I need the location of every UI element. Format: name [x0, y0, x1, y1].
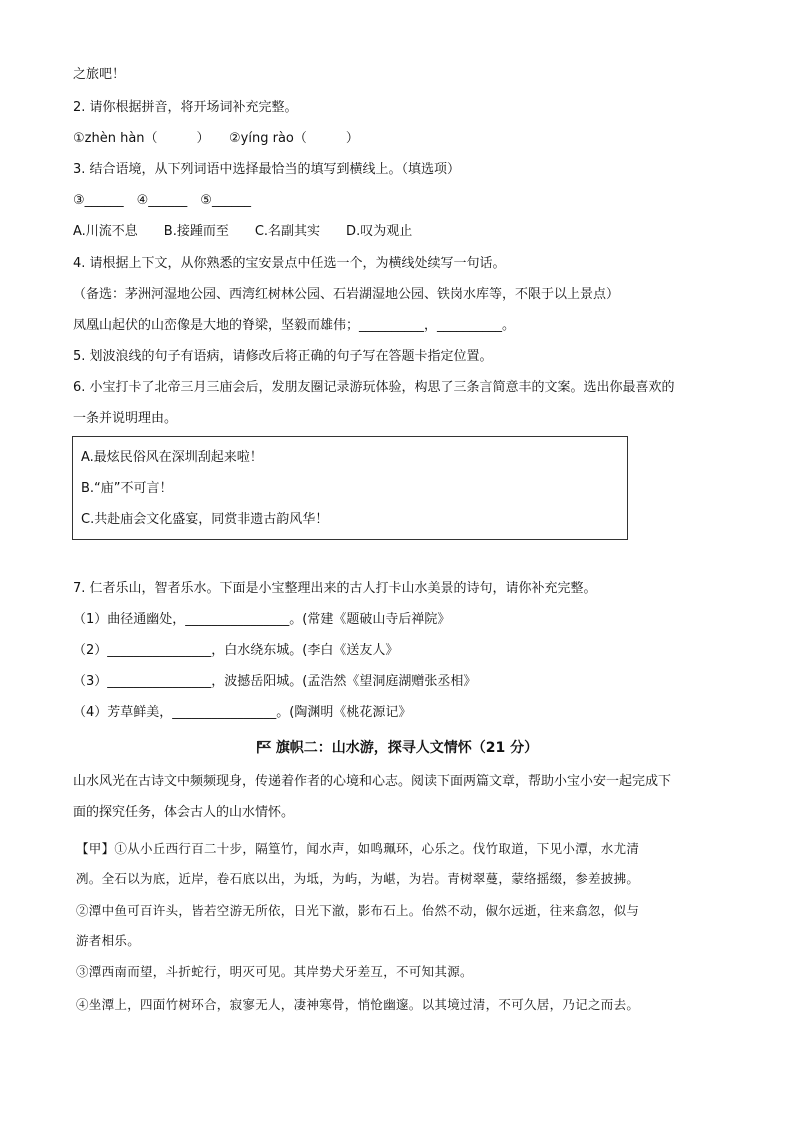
question-3: 3. 结合语境，从下列词语中选择最恰当的填写到横线上。（填选项）	[73, 162, 461, 177]
section-heading	[0, 738, 794, 758]
intro-line-1: 山水风光在古诗文中频频现身，传递着作者的心境和心志。阅读下面两篇文章，帮助小宝小安一起完成下	[73, 774, 672, 789]
passage-line: ③潭西南而望，斗折蛇行，明灭可见。其岸势犬牙差互，不可知其源。	[76, 964, 473, 979]
section-title: 旗帜二：山水游，探寻人文情怀（21 分）	[275, 740, 539, 756]
word-choices: A.川流不息 B.接踵而至 C.名副其实 D.叹为观止	[73, 224, 413, 239]
poem-line-2: （2）________________，白水绕东城。(李白《送友人》	[73, 643, 399, 658]
text-line: 之旅吧！	[73, 67, 126, 82]
question-4: 4. 请根据上下文，从你熟悉的宝安景点中任选一个，为横线处续写一句话。	[73, 256, 506, 271]
poem-line-4: （4）芳草鲜美，________________。(陶渊明《桃花源记》	[73, 705, 412, 720]
copy-options-box	[72, 436, 628, 540]
question-5: 5. 划波浪线的句子有语病，请修改后将正确的句子写在答题卡指定位置。	[73, 349, 493, 364]
poem-line-1: （1）曲径通幽处，________________。(常建《题破山寺后禅院》	[73, 612, 451, 627]
option-a: A.最炫民俗风在深圳刮起来啦！	[81, 450, 263, 465]
answer-blanks: ③______ ④______ ⑤______	[73, 193, 251, 208]
option-b: B.“庙”不可言！	[81, 481, 173, 496]
poem-line-3: （3）________________，波撼岳阳城。(孟浩然《望洞庭湖赠张丞相》	[73, 674, 477, 689]
option-c: C.共赴庙会文化盛宴，同赏非遗古韵风华！	[81, 512, 329, 527]
passage-line: ④坐潭上，四面竹树环合，寂寥无人，凄神寒骨，悄怆幽邃。以其境过清，不可久居，乃记之而去。	[76, 997, 640, 1012]
question-6-cont: 一条并说明理由。	[73, 411, 178, 426]
passage-line: 冽。全石以为底，近岸，卷石底以出，为坻，为屿，为嵁，为岩。青树翠蔓，蒙络摇缀，参差披拂。	[76, 871, 640, 886]
continuation-sentence: 凤凰山起伏的山峦像是大地的脊梁，坚毅而雄伟；__________，__________。	[73, 318, 516, 333]
pinyin-blanks: ①zhèn hàn（ ） ②yíng rào（ ）	[73, 131, 359, 146]
alternatives-note: （备选：茅洲河湿地公园、西湾红树林公园、石岩湖湿地公园、铁岗水库等，不限于以上景点）	[73, 287, 620, 302]
question-7: 7. 仁者乐山，智者乐水。下面是小宝整理出来的古人打卡山水美景的诗句，请你补充完整。	[73, 581, 597, 596]
passage-line: ②潭中鱼可百许头，皆若空游无所依，日光下澈，影布石上。佁然不动，俶尔远逝，往来翕忽，似与	[76, 903, 640, 918]
intro-line-2: 面的探究任务，体会古人的山水情怀。	[73, 805, 295, 820]
passage-line: 【甲】①从小丘西行百二十步，隔篁竹，闻水声，如鸣珮环，心乐之。伐竹取道，下见小潭，水尤清	[76, 841, 640, 856]
flag-icon	[256, 740, 272, 754]
question-6: 6. 小宝打卡了北帝三月三庙会后，发朋友圈记录游玩体验，构思了三条言简意丰的文案。选出你最喜欢的	[73, 380, 675, 395]
passage-line: 游者相乐。	[76, 933, 141, 948]
question-2: 2. 请你根据拼音，将开场词补充完整。	[73, 100, 298, 115]
